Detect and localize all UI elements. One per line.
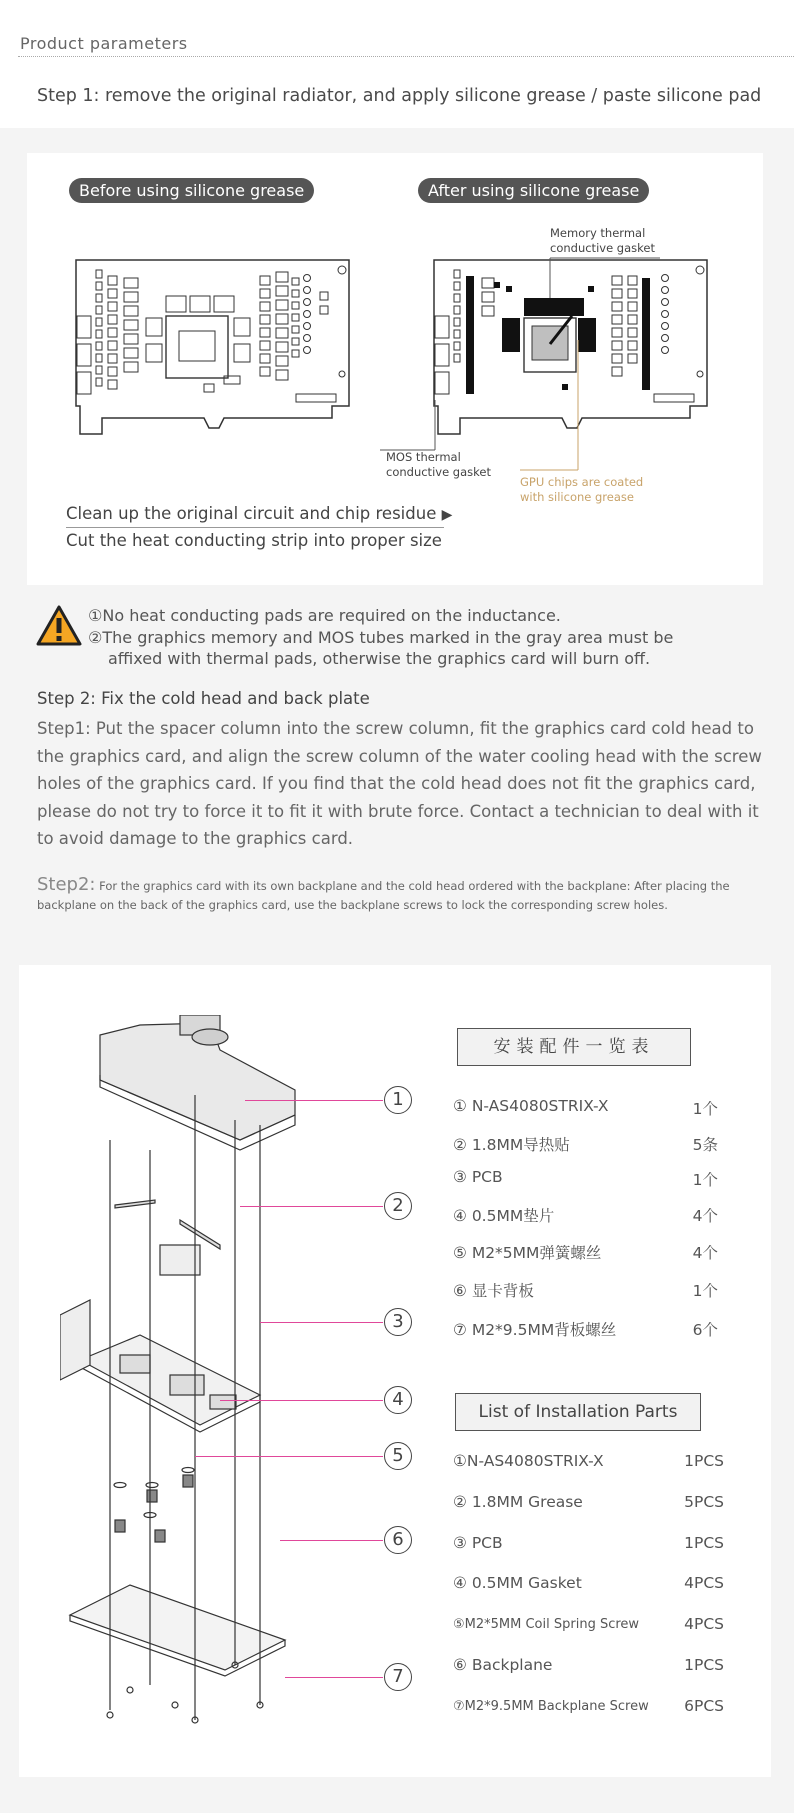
callout-6: 6 [384,1526,412,1554]
mos-note: MOS thermal conductive gasket [386,450,491,479]
gpu-note: GPU chips are coated with silicone grease [520,475,644,504]
callout-line-5 [195,1456,383,1457]
cn-part-qty: 1个 [692,1282,718,1300]
step1-heading: Step 1: remove the original radiator, and apply silicone grease / paste silicone pad [37,86,762,106]
cn-part-qty: 1个 [692,1171,718,1189]
callout-1: 1 [384,1086,412,1114]
en-part-qty: 4PCS [684,1574,724,1592]
warning-line-1: ①No heat conducting pads are required on the inductance. [88,606,561,625]
warning-icon [35,604,83,648]
after-label: After using silicone grease [418,178,649,203]
cn-part-name: ④ 0.5MM垫片 [453,1207,555,1225]
warning-line-2: ②The graphics memory and MOS tubes marked in the gray area must be [88,628,674,647]
exploded-assembly-diagram [60,1015,310,1725]
cn-part-name: ⑥ 显卡背板 [453,1282,534,1300]
warning-line-3: affixed with thermal pads, otherwise the graphics card will burn off. [108,649,651,668]
cn-part-qty: 1个 [692,1100,718,1118]
step2-body: Step1: Put the spacer column into the screw column, fit the graphics card cold head to the graphics card, and align the screw column of the water cooling head with the screw holes of the graphics card. If you find that the cold head does not fit the graphics card, please do not try to force it to fit it with brute force. Contact a technician to deal with it to avoid damage to the graphics card. [37,719,762,848]
cn-part-name: ⑤ M2*5MM弹簧螺丝 [453,1244,602,1262]
cn-part-name: ③ PCB [453,1168,503,1186]
clean-underline [66,527,444,528]
pcb-before-diagram [74,256,354,442]
callout-4: 4 [384,1386,412,1414]
en-part-name: ④ 0.5MM Gasket [453,1574,582,1592]
en-part-qty: 1PCS [684,1452,724,1470]
parts-list-title-en: List of Installation Parts [455,1393,701,1431]
callout-line-6 [280,1540,383,1541]
cut-instruction: Cut the heat conducting strip into proper size [66,531,442,550]
callout-line-2 [240,1206,383,1207]
title-divider [18,56,794,57]
cn-part-name: ⑦ M2*9.5MM背板螺丝 [453,1321,617,1339]
callout-line-1 [245,1100,383,1101]
cn-part-qty: 6个 [692,1321,718,1339]
en-part-name: ③ PCB [453,1534,503,1552]
cn-part-name: ② 1.8MM导热贴 [453,1136,570,1154]
step2-sub [37,875,767,915]
en-part-name: ⑤M2*5MM Coil Spring Screw [453,1617,640,1632]
step2-heading: Step 2: Fix the cold head and back plate [37,689,370,708]
en-part-name: ② 1.8MM Grease [453,1493,583,1511]
en-part-name: ⑦M2*9.5MM Backplane Screw [453,1699,649,1714]
play-arrow-icon: ▶ [441,507,453,523]
cn-part-qty: 5条 [692,1136,718,1154]
en-part-qty: 6PCS [684,1697,724,1715]
callout-5: 5 [384,1442,412,1470]
en-part-qty: 1PCS [684,1534,724,1552]
header-area [0,0,794,128]
en-part-name: ①N-AS4080STRIX-X [453,1452,604,1470]
section-title: Product parameters [20,34,188,53]
memory-note: Memory thermal conductive gasket [550,226,655,255]
callout-3: 3 [384,1308,412,1336]
step2-sub-label: Step2: [37,874,96,895]
en-part-name: ⑥ Backplane [453,1656,553,1674]
callout-7: 7 [384,1663,412,1691]
callout-line-7 [285,1677,383,1678]
en-part-qty: 5PCS [684,1493,724,1511]
en-part-qty: 1PCS [684,1656,724,1674]
callout-2: 2 [384,1192,412,1220]
callout-line-3 [260,1322,383,1323]
callout-line-4 [220,1400,383,1401]
cn-part-qty: 4个 [692,1207,718,1225]
before-label: Before using silicone grease [69,178,314,203]
cn-part-qty: 4个 [692,1244,718,1262]
parts-list-title-cn: 安装配件一览表 [457,1028,691,1066]
en-part-qty: 4PCS [684,1615,724,1633]
step2-sub-body: For the graphics card with its own backplane and the cold head ordered with the backplane: After placing the backplane on the back of the graphics card, use the backplane screws to lock the corresponding screw holes. [37,879,730,912]
cn-part-name: ① N-AS4080STRIX-X [453,1097,609,1115]
clean-instruction: Clean up the original circuit and chip residue ▶ [66,504,453,523]
